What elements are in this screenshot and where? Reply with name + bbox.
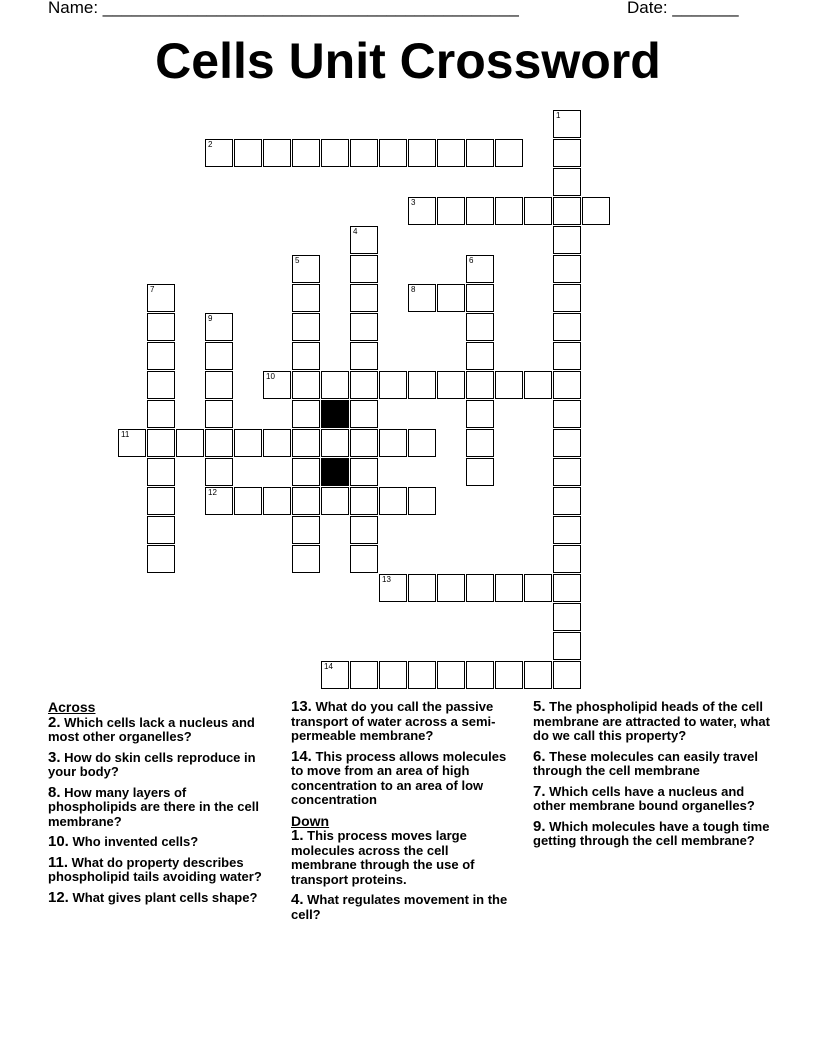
clue-number-label: 6 [469,256,474,265]
crossword-cell[interactable] [350,371,378,399]
crossword-cell[interactable] [553,284,581,312]
crossword-cell[interactable] [408,197,436,225]
crossword-cell[interactable] [553,197,581,225]
crossword-cell[interactable] [118,429,146,457]
crossword-cell[interactable] [292,458,320,486]
crossword-cell[interactable] [292,139,320,167]
crossword-cell[interactable] [321,661,349,689]
clue-across-2 [48,713,276,745]
crossword-cell[interactable] [292,255,320,283]
crossword-cell[interactable] [176,429,204,457]
crossword-cell[interactable] [379,487,407,515]
crossword-cell[interactable] [466,342,494,370]
crossword-cell[interactable] [553,110,581,138]
crossword-cell[interactable] [292,371,320,399]
crossword-cell[interactable] [524,197,552,225]
crossword-cell[interactable] [466,284,494,312]
clue-down-7 [533,782,773,814]
clue-number: 11. [48,853,69,871]
clue-number-label: 4 [353,227,358,236]
crossword-cell[interactable] [350,458,378,486]
clue-number-label: 8 [411,285,416,294]
crossword-cell[interactable] [205,313,233,341]
clue-text: What gives plant cells shape? [72,889,258,905]
clue-down-4 [291,893,517,922]
clue-text: These molecules can easily travel through the cell membrane [533,748,758,778]
clue-text: Who invented cells? [72,834,199,849]
clue-across-3 [48,748,276,780]
crossword-cell[interactable] [408,661,436,689]
crossword-cell[interactable] [350,487,378,515]
crossword-cell[interactable] [205,429,233,457]
crossword-cell[interactable] [553,139,581,167]
crossword-cell[interactable] [263,487,291,515]
crossword-cell[interactable] [466,255,494,283]
clue-down-6 [533,747,773,779]
crossword-cell[interactable] [263,429,291,457]
crossword-cell[interactable] [408,371,436,399]
crossword-cell[interactable] [147,284,175,312]
crossword-cell[interactable] [553,516,581,544]
crossword-cell[interactable] [147,545,175,573]
clue-number-label: 12 [208,488,217,497]
crossword-cell[interactable] [553,458,581,486]
crossword-cell[interactable] [350,661,378,689]
crossword-cell[interactable] [350,255,378,283]
crossword-cell[interactable] [524,574,552,602]
clue-text: How many layers of phospholipids are there in the cell membrane? [48,784,259,829]
crossword-cell[interactable] [466,574,494,602]
name-field-label: Name: ____________________________________________ [48,0,519,17]
crossword-cell[interactable] [582,197,610,225]
clue-text: This process moves large molecules across the cell membrane through the use of transport proteins. [291,828,475,887]
crossword-cell[interactable] [205,342,233,370]
clue-across-8 [48,783,276,830]
crossword-cell[interactable] [495,371,523,399]
clue-down-1 [291,829,517,887]
crossword-cell[interactable] [350,342,378,370]
crossword-cell[interactable] [321,487,349,515]
crossword-cell[interactable] [495,139,523,167]
clue-number-label: 10 [266,372,275,381]
clue-number: 9. [533,817,546,835]
crossword-cell[interactable] [205,139,233,167]
clue-number: 5. [533,698,546,715]
crossword-cell[interactable] [437,574,465,602]
clue-text: What do property describes phospholipid tails avoiding water? [48,854,262,884]
crossword-cell[interactable] [147,429,175,457]
crossword-cell[interactable] [466,197,494,225]
clue-down-9 [533,817,773,849]
clue-number-label: 13 [382,575,391,584]
blocked-square [321,458,349,486]
crossword-cell[interactable] [147,487,175,515]
crossword-cell[interactable] [234,139,262,167]
crossword-cell[interactable] [205,458,233,486]
crossword-cell[interactable] [205,400,233,428]
crossword-cell[interactable] [350,284,378,312]
crossword-cell[interactable] [234,429,262,457]
crossword-cell[interactable] [524,661,552,689]
crossword-cell[interactable] [379,371,407,399]
clue-number: 4. [291,891,304,908]
clues-column-1 [48,700,276,911]
crossword-cell[interactable] [553,661,581,689]
crossword-cell[interactable] [553,632,581,660]
clue-down-5 [533,700,773,744]
clue-number: 8. [48,783,61,801]
crossword-cell[interactable] [553,429,581,457]
crossword-cell[interactable] [408,139,436,167]
crossword-cell[interactable] [263,371,291,399]
across-heading: Across [48,699,96,715]
crossword-cell[interactable] [408,284,436,312]
clues-column-2 [291,700,517,928]
crossword-cell[interactable] [147,313,175,341]
clue-text: What regulates movement in the cell? [291,892,508,922]
crossword-cell[interactable] [466,371,494,399]
crossword-cell[interactable] [147,371,175,399]
clue-number-label: 14 [324,662,333,671]
crossword-cell[interactable] [437,661,465,689]
clue-across-10 [48,835,276,850]
crossword-cell[interactable] [147,400,175,428]
clue-text: Which cells lack a nucleus and most other organelles? [48,714,255,744]
crossword-cell[interactable] [292,284,320,312]
clue-number: 12. [48,888,69,906]
crossword-cell[interactable] [321,429,349,457]
blocked-square [321,400,349,428]
crossword-cell[interactable] [495,661,523,689]
crossword-cell[interactable] [553,371,581,399]
clue-number-label: 9 [208,314,213,323]
crossword-cell[interactable] [379,139,407,167]
clue-text: This process allows molecules to move from an area of high concentration to an area of low concentration [291,748,507,807]
clue-number-label: 7 [150,285,155,294]
crossword-cell[interactable] [466,429,494,457]
crossword-cell[interactable] [292,400,320,428]
crossword-cell[interactable] [437,371,465,399]
crossword-cell[interactable] [553,342,581,370]
crossword-cell[interactable] [292,545,320,573]
crossword-cell[interactable] [553,574,581,602]
clue-text: Which molecules have a tough time getting through the cell membrane? [533,818,770,848]
crossword-cell[interactable] [553,168,581,196]
crossword-cell[interactable] [437,284,465,312]
clue-text: The phospholipid heads of the cell membrane are attracted to water, what do we call this property? [533,699,770,743]
crossword-cell[interactable] [524,371,552,399]
crossword-cell[interactable] [379,429,407,457]
clue-number-label: 1 [556,111,561,120]
clue-number: 2. [48,713,61,731]
crossword-cell[interactable] [234,487,262,515]
crossword-cell[interactable] [147,342,175,370]
crossword-cell[interactable] [263,139,291,167]
crossword-cell[interactable] [350,313,378,341]
crossword-cell[interactable] [350,516,378,544]
crossword-cell[interactable] [147,458,175,486]
crossword-cell[interactable] [437,139,465,167]
clues-column-3 [533,700,773,855]
crossword-cell[interactable] [379,661,407,689]
crossword-cell[interactable] [553,226,581,254]
date-field-label: Date: _______ [627,0,739,17]
clue-across-11 [48,853,276,885]
crossword-cell[interactable] [466,458,494,486]
clue-text: What do you call the passive transport of water across a semi-permeable membrane? [291,699,496,743]
clue-number: 3. [48,748,61,766]
crossword-cell[interactable] [408,487,436,515]
clue-text: Which cells have a nucleus and other membrane bound organelles? [533,783,755,813]
crossword-cell[interactable] [553,400,581,428]
clue-across-12 [48,888,276,906]
clue-number: 7. [533,782,546,800]
crossword-cell[interactable] [350,429,378,457]
crossword-cell[interactable] [553,313,581,341]
crossword-cell[interactable] [205,371,233,399]
clue-number-label: 11 [121,430,130,439]
crossword-cell[interactable] [292,313,320,341]
clue-text: How do skin cells reproduce in your body? [48,749,256,779]
down-heading: Down [291,812,330,829]
crossword-cell[interactable] [350,226,378,254]
crossword-cell[interactable] [495,197,523,225]
crossword-cell[interactable] [408,429,436,457]
crossword-cell[interactable] [292,342,320,370]
crossword-cell[interactable] [350,545,378,573]
clue-number: 10. [48,833,69,850]
crossword-cell[interactable] [495,574,523,602]
clue-number-label: 2 [208,140,213,149]
crossword-cell[interactable] [466,400,494,428]
crossword-cell[interactable] [321,371,349,399]
clue-number: 6. [533,747,546,765]
clue-number-label: 5 [295,256,300,265]
crossword-cell[interactable] [292,429,320,457]
clue-number: 14. [291,747,312,765]
page-title: Cells Unit Crossword [155,33,661,89]
clue-number: 13. [291,698,312,715]
crossword-cell[interactable] [553,255,581,283]
crossword-cell[interactable] [553,603,581,631]
crossword-cell[interactable] [553,487,581,515]
crossword-cell[interactable] [553,545,581,573]
crossword-cell[interactable] [437,197,465,225]
crossword-cell[interactable] [292,487,320,515]
crossword-cell[interactable] [466,139,494,167]
crossword-cell[interactable] [466,661,494,689]
crossword-cell[interactable] [350,400,378,428]
crossword-cell[interactable] [147,516,175,544]
clue-number: 1. [291,827,304,844]
crossword-cell[interactable] [350,139,378,167]
clue-across-14 [291,747,517,808]
crossword-cell[interactable] [379,574,407,602]
crossword-cell[interactable] [321,139,349,167]
clue-number-label: 3 [411,198,416,207]
crossword-cell[interactable] [408,574,436,602]
crossword-cell[interactable] [466,313,494,341]
crossword-cell[interactable] [205,487,233,515]
clue-across-13 [291,700,517,744]
crossword-cell[interactable] [292,516,320,544]
